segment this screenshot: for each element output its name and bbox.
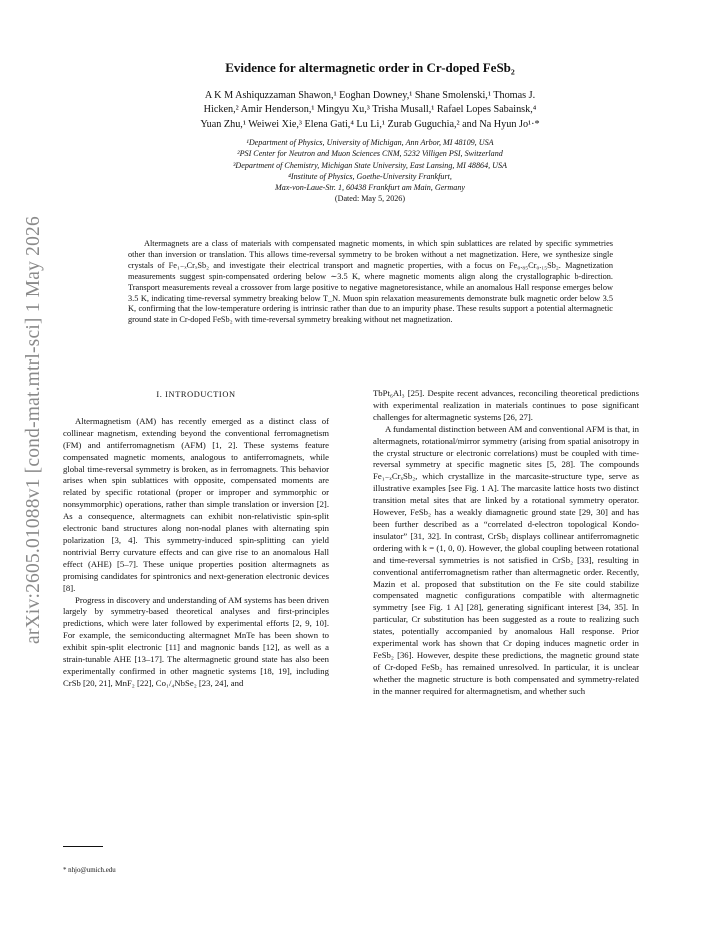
section-heading-introduction: I. INTRODUCTION [156,390,236,399]
author-line: Hicken,² Amir Henderson,¹ Mingyu Xu,³ Trisha Musall,¹ Rafael Lopes Sabainsk,⁴ [203,104,537,116]
footnote-divider [63,846,103,847]
arxiv-identifier[interactable]: arXiv:2605.01088v1 [cond-mat.mtrl-sci] 1 May 2026 [23,216,44,644]
body-paragraph: Altermagnetism (AM) has recently emerged as a distinct class of collinear magnetism, extending beyond the conventional ferromagnetism (FM) and antiferromagnetism (AFM) [1, 2]. These systems feature compensated magnetic moments, analogous to antiferromagnets, while global time-reversal symmetry is broken, as in ferromagnets. This behavior arises when spin sublattices with opposite, compensated moments are related by specific rotational (proper or improper and symmorphic or nonsymmorphic) operations, rather than simple translation or inversion [2]. As a consequence, altermagnets can exhibit non-relativistic spin-split electronic band structures along non-nodal planes with alternating spin polarization [3, 4]. This symmetry-induced spin-splitting can yield nontrivial Berry curvature effects and can give rise to an anomalous Hall effect (AHE) [5–7]. These unique properties position altermagnets as promising candidates for spintronics and next-generation electronic devices [8]. [63,415,329,593]
body-column-left [63,389,329,690]
body-paragraph: Progress in discovery and understanding of AM systems has been driven largely by symmetry-based theoretical analyses and first-principles predictions, which were later followed by experimental efforts [2, 9, 10]. For example, the semiconducting altermagnet MnTe has been shown to exhibit spin-split electronic [11] and magnonic bands [12], as well as a strain-tunable AHE [13–17]. The altermagnetic ground state has also been experimentally confirmed in other magnetic systems [18, 19], including CrSb [20, 21], MnF₂ [22], Co₁/₄NbSe₂ [23, 24], and [63,594,329,688]
affiliation-line: Max-von-Laue-Str. 1, 60438 Frankfurt am Main, Germany [275,183,465,193]
date-line: (Dated: May 5, 2026) [334,194,406,204]
affiliations [120,137,620,205]
author-line: Yuan Zhu,¹ Weiwei Xie,³ Elena Gati,⁴ Lu Li,¹ Zurab Guguchia,² and Na Hyun Jo¹·* [200,118,540,130]
body-paragraph: A fundamental distinction between AM and conventional AFM is that, in altermagnets, rotational/mirror symmetry (arising from spatial anisotropy in the crystal structure or electronic correlations) must be coupled with time-reversal symmetry at specific magnetic sites [5, 28]. The compounds Fe₁₋ₓCrₓSb₂, which crystallize in the marcasite-structure type, serve as illustrative examples [see Fig. 1 A]. The marcasite lattice hosts two distinct transition metal sites that are linked by a rotational symmetry operator. However, FeSb₂ has a weakly diamagnetic ground state [29, 30] and has been further described as a “correlated d-electron topological Kondo-insulator” [31, 32]. In contrast, CrSb₂ displays collinear antiferromagnetic ordering with k = (1, 0, 0). However, the global coupling between rotational and time-reversal symmetries is not satisfied in CrSb₂ [33], resulting in conventional antiferromagnetism rather than altermagnetic order. Recently, Mazin et al. proposed that substitution on the Fe site could stabilize compensated magnetic configurations compatible with altermagnetic symmetry [see Fig. 1 A] [28], generating significant interest [34, 35]. In particular, Cr substitution has been suggested as a route to realizing such states, potentially accompanied by anomalous Hall response. Prior experimental work has shown that Cr doping induces magnetic order in FeSb₂ [36]. However, despite these predictions, the magnetic ground state of Cr-doped FeSb₂ has remained unresolved. In particular, it is unclear whether the magnetic structure is both compensated and symmetry-related in the manner required for altermagnetism, and whether such [373,423,639,696]
affiliation-line: ¹Department of Physics, University of Michigan, Ann Arbor, MI 48109, USA [246,138,494,147]
footnote-email[interactable]: * nhjo@umich.edu [63,867,116,874]
affiliation-line: ³Department of Chemistry, Michigan State University, East Lansing, MI 48864, USA [233,160,507,170]
paper-title: Evidence for altermagnetic order in Cr-doped FeSb₂ [225,60,515,75]
author-list [120,89,620,132]
abstract: Altermagnets are a class of materials with compensated magnetic moments, in which spin sublattices are related by specific symmetries other than inversion or translation. This allows time-reversal symmetry to be broken without a net magnetization. Here, we synthesize single crystals of Fe₁₋ₓCrₓSb₂ and investigate their electrical transport and magnetic properties, with a focus on Fe₀.₈₅Cr₀.₁₅Sb₂. Magnetization measurements suggest spin-compensated ordering below ∼3.5 K, where magnetic moments align along the crystallographic b-direction. Transport measurements reveal a crossover from large positive to negative magnetoresistance, while an anomalous Hall response emerges below 3.5 K, indicating time-reversal symmetry breaking below T_N. Muon spin relaxation measurements demonstrate bulk magnetic order below 3.5 K, confirming that the low-temperature ordering is intrinsic rather than due to an impurity phase. These results support a potential altermagnetic ground state in Cr-doped FeSb₂ with time-reversal symmetry breaking without net magnetization. [128,239,613,325]
affiliation-line: ²PSI Center for Neutron and Muon Sciences CNM, 5232 Villigen PSI, Switzerland [237,149,503,159]
affiliation-line: ⁴Institute of Physics, Goethe-University Frankfurt, [288,171,452,181]
author-line: A K M Ashiquzzaman Shawon,¹ Eoghan Downey,¹ Shane Smolenski,¹ Thomas J. [204,90,536,101]
arxiv-sidebar [0,0,60,932]
body-column-right [373,388,639,698]
body-paragraph: TbPt₆Al₃ [25]. Despite recent advances, reconciling theoretical predictions with experimental realization in materials continues to pose significant challenges for altermagnetic systems [26, 27]. [373,388,639,422]
